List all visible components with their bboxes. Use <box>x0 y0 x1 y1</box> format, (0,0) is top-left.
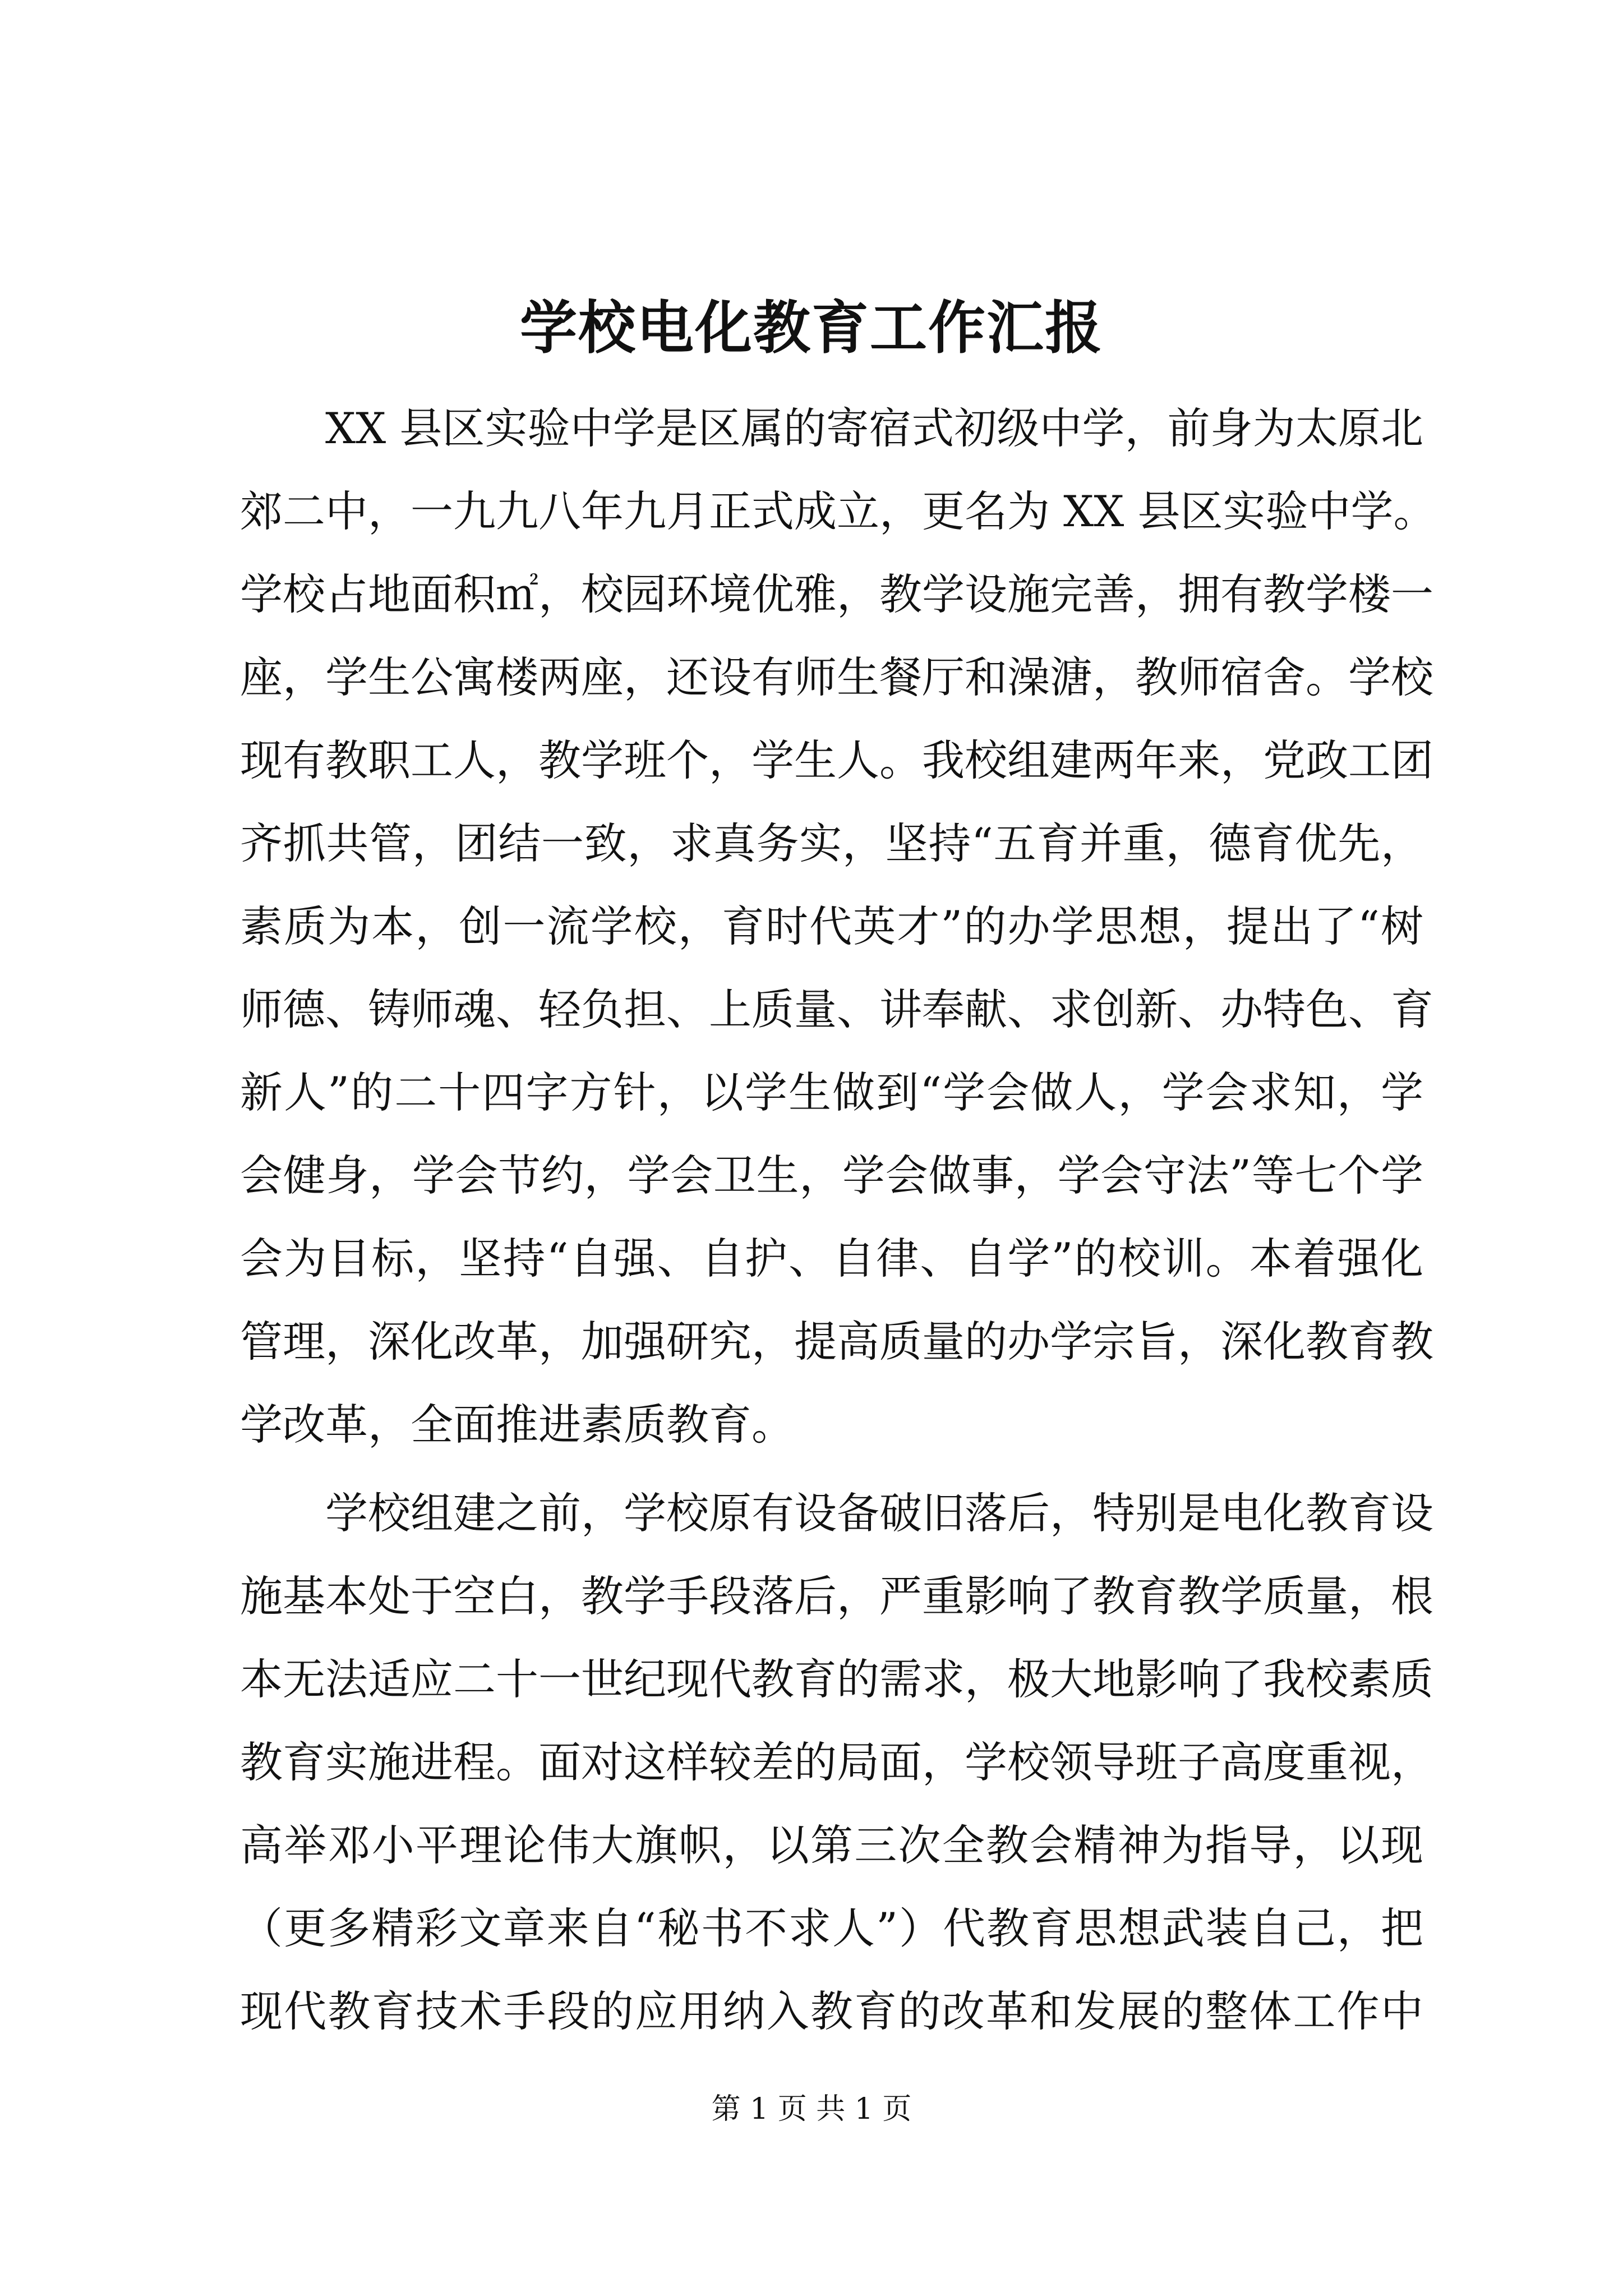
text-line: 现有教职工人，教学班个，学生人。我校组建两年来，党政工团 <box>240 735 1433 785</box>
text-line: 师德、铸师魂、轻负担、上质量、讲奉献、求创新、办特色、育 <box>240 984 1433 1034</box>
text-line: 郊二中，一九九八年九月正式成立，更名为 XX 县区实验中学。 <box>240 486 1436 536</box>
text-line: 学改革，全面推进素质教育。 <box>240 1400 794 1450</box>
text-line: 高举邓小平理论伟大旗帜，以第三次全教会精神为指导，以现 <box>240 1820 1423 1870</box>
text-line: 现代教育技术手段的应用纳入教育的改革和发展的整体工作中 <box>240 1986 1423 2036</box>
paragraph-gap <box>240 1466 1423 1472</box>
text-line: 新人”的二十四字方针，以学生做到“学会做人，学会求知，学 <box>240 1068 1423 1117</box>
paragraph-2 <box>240 1472 1433 2053</box>
text-line: 座，学生公寓楼两座，还设有师生餐厅和澡溏，教师宿舍。学校 <box>240 652 1433 702</box>
document-body <box>240 387 1436 2053</box>
text-line: （更多精彩文章来自“秘书不求人”）代教育思想武装自己，把 <box>240 1903 1423 1953</box>
text-line: 会为目标，坚持“自强、自护、自律、自学”的校训。本着强化 <box>240 1234 1423 1283</box>
text-line: 素质为本，创一流学校，育时代英才”的办学思想，提出了“树 <box>240 901 1423 951</box>
text-line: 管理，深化改革，加强研究，提高质量的办学宗旨，深化教育教 <box>240 1317 1433 1366</box>
text-line: 本无法适应二十一世纪现代教育的需求，极大地影响了我校素质 <box>240 1654 1433 1704</box>
text-line: 教育实施进程。面对这样较差的局面，学校领导班子高度重视， <box>240 1737 1433 1787</box>
text-line: XX 县区实验中学是区属的寄宿式初级中学，前身为太原北 <box>325 403 1423 453</box>
text-line: 齐抓共管，团结一致，求真务实，坚持“五育并重，德育优先， <box>240 818 1423 868</box>
page-footer: 第 1 页 共 1 页 <box>711 2092 912 2126</box>
text-line: 学校占地面积㎡，校园环境优雅，教学设施完善，拥有教学楼一 <box>240 569 1433 619</box>
paragraph-1 <box>240 387 1436 1466</box>
text-line: 会健身，学会节约，学会卫生，学会做事，学会守法”等七个学 <box>240 1151 1423 1200</box>
text-line: 施基本处于空白，教学手段落后，严重影响了教育教学质量，根 <box>240 1571 1433 1621</box>
document-title: 学校电化教育工作汇报 <box>520 295 1103 362</box>
text-line: 学校组建之前，学校原有设备破旧落后，特别是电化教育设 <box>325 1488 1433 1538</box>
